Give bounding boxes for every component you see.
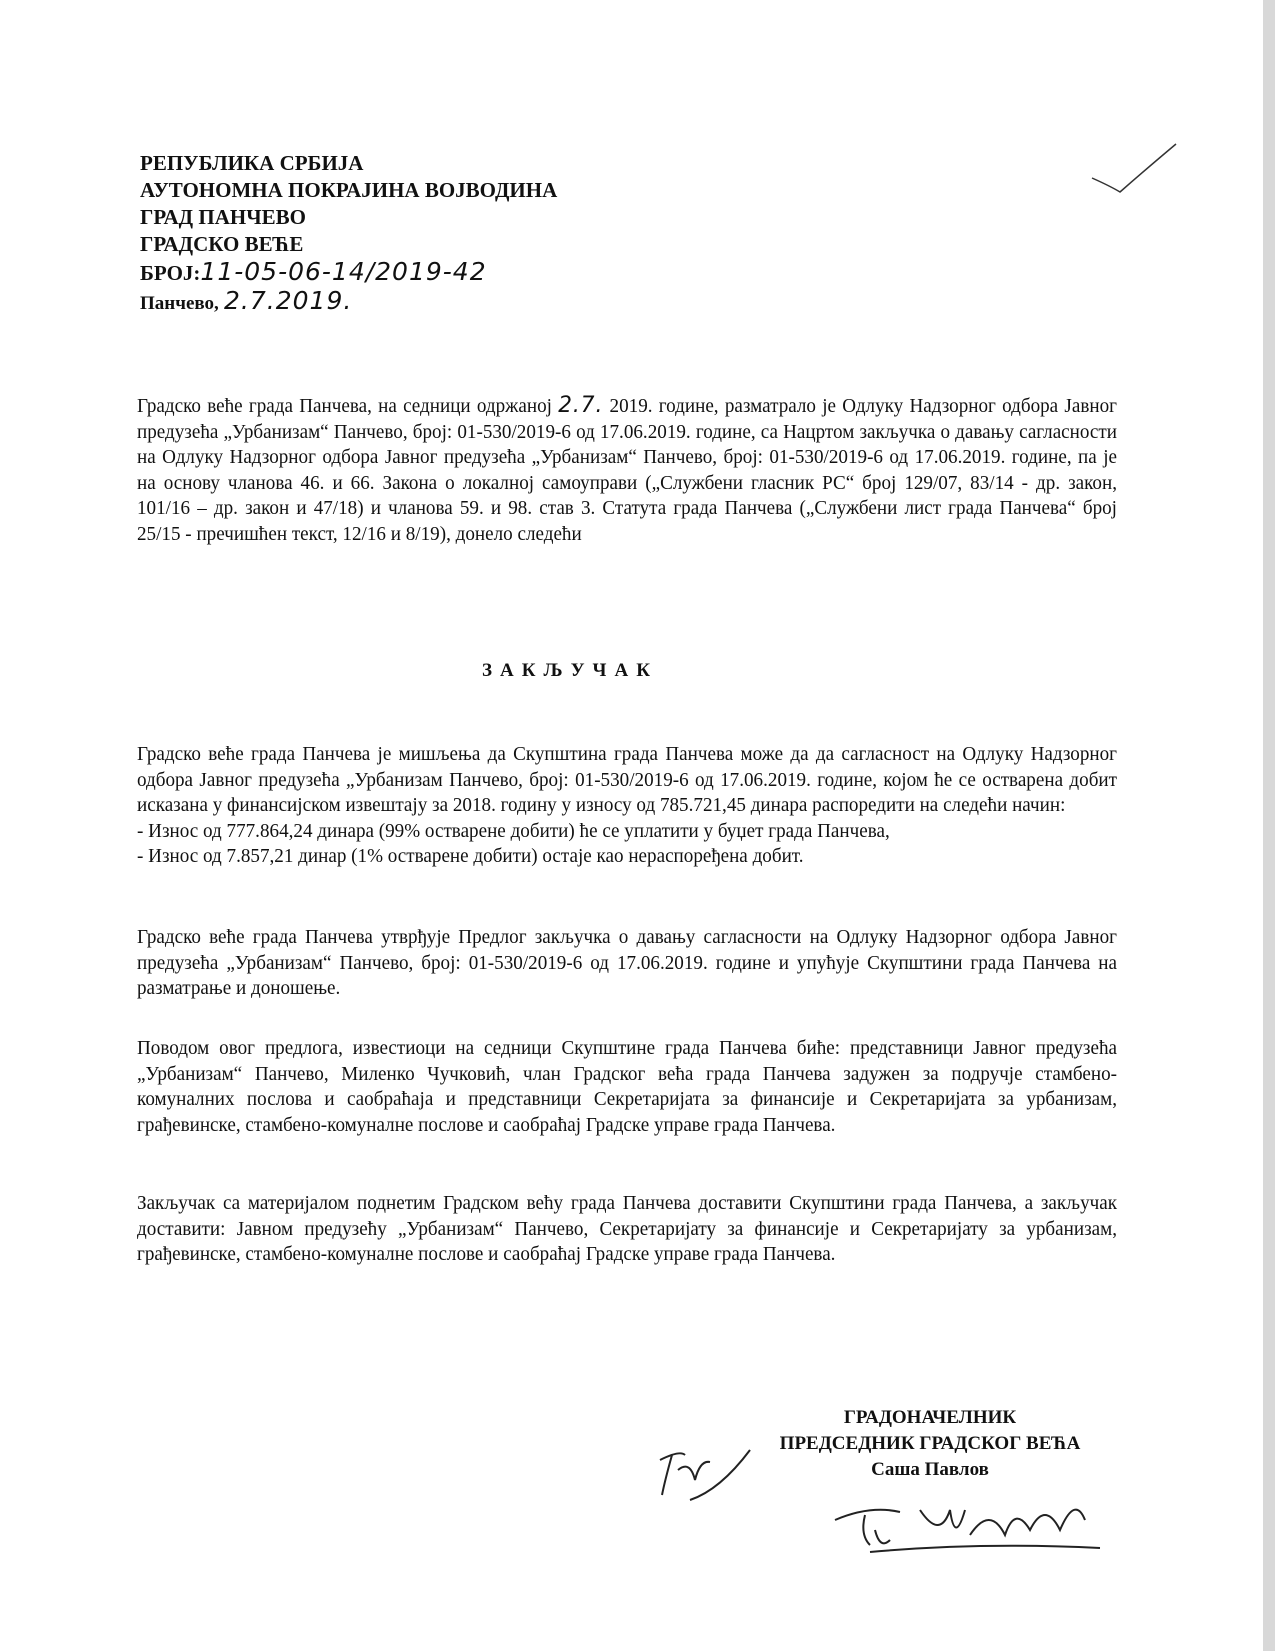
number-label: БРОЈ: [140, 261, 201, 285]
paragraph-text: Градско веће града Панчева утврђује Предлог закључка о давању сагласности на Одлуку Надзорног одбора Јавног предузећа „Урбанизам“ Панчево, број: 01-530/2019-6 од 17.06.2019. године и упућује Скупштини града Панчева на разматрање и доношење. [137, 927, 1117, 999]
handwritten-session-date: 2.7. [558, 393, 604, 418]
signature-title: ГРАДОНАЧЕЛНИК [843, 1407, 1017, 1428]
handwritten-date: 2.7.2019. [224, 286, 353, 315]
signature-block [740, 1405, 1120, 1483]
intro-before: Градско веће града Панчева, на седници одржаној [137, 396, 559, 417]
intro-paragraph [137, 393, 1117, 547]
document-header [140, 150, 557, 317]
intro-text [137, 393, 1117, 545]
header-line: АУТОНОМНА ПОКРАЈИНА ВОЈВОДИНА [140, 178, 558, 202]
conclusion-paragraph-4 [137, 1191, 1117, 1268]
paragraph-text: Поводом овог предлога, известиоци на седници Скупштине града Панчева биће: представници Јавног предузећа „Урбанизам“ Панчево, Миленко Чучковић, члан Градског већа града Панчева задужен за подручје стамбено-комуналних послова и саобраћаја и представници Секретаријата за финансије и Секретаријата за урбанизам, грађевинске, стамбено-комуналне послове и саобраћај Градске управе града Панчева. [137, 1038, 1117, 1136]
header-line: ГРАДСКО ВЕЋЕ [140, 232, 304, 256]
handwritten-signature [830, 1490, 1120, 1560]
header-line: РЕПУБЛИКА СРБИЈА [140, 151, 364, 175]
paragraph-text: Градско веће града Панчева је мишљења да Скупштина града Панчева може да да сагласност на Одлуку Надзорног одбора Јавног предузећа „Урбанизам Панчево, број: 01-530/2019-6 од 17.06.2019. године, којом ће се остварена добит исказана у финансијском извештају за 2018. годину у износу од 785.721,45 динара распоредити на следећи начин: [137, 744, 1117, 816]
conclusion-paragraph-3 [137, 1036, 1117, 1138]
list-item: - Износ од 777.864,24 динара (99% остварене добити) ће се уплатити у буџет града Панчева, [137, 820, 890, 842]
signatory-name: Саша Павлов [871, 1459, 989, 1480]
paragraph-text: Закључак са материјалом поднетим Градском већу града Панчева доставити Скупштини града Панчева, а закључак доставити: Јавном предузећу „Урбанизам“ Панчево, Секретаријату за финансије и Секретаријату за урбанизам, грађевинске, стамбено-комуналне послове и саобраћај Градске управе града Панчева. [137, 1193, 1117, 1265]
initials-signature [650, 1440, 760, 1510]
place-label: Панчево, [140, 293, 219, 314]
conclusion-paragraph-1 [137, 742, 1117, 870]
intro-after: 2019. године, разматрало је Одлуку Надзорног одбора Јавног предузећа „Урбанизам“ Панчево, број: 01-530/2019-6 од 17.06.2019. године, са Нацртом закључка о давању сагласности на Одлуку Надзорног одбора Јавног предузећа „Урбанизам“ Панчево, број: 01-530/2019-6 од 17.06.2019. године, па је на основу чланова 46. и 66. Закона о локалној самоуправи („Службени гласник РС“ број 129/07, 83/14 - др. закон, 101/16 – др. закон и 47/18) и чланова 59. и 98. став 3. Статута града Панчева („Службени лист града Панчева“ број 25/15 - пречишћен текст, 12/16 и 8/19), донело следећи [137, 396, 1117, 545]
document-number [140, 258, 557, 287]
signature-title: ПРЕДСЕДНИК ГРАДСКОГ ВЕЋА [779, 1433, 1081, 1454]
conclusion-paragraph-2 [137, 925, 1117, 1002]
list-item: - Износ од 7.857,21 динар (1% остварене добити) остаје као нераспоређена добит. [137, 846, 804, 867]
header-line: ГРАД ПАНЧЕВО [140, 205, 306, 229]
document-title: ЗАКЉУЧАК [482, 660, 658, 681]
checkmark-icon [1090, 140, 1180, 200]
scan-edge [1263, 0, 1275, 1651]
handwritten-number: 11-05-06-14/2019-42 [200, 257, 487, 286]
document-place-date [140, 287, 557, 317]
